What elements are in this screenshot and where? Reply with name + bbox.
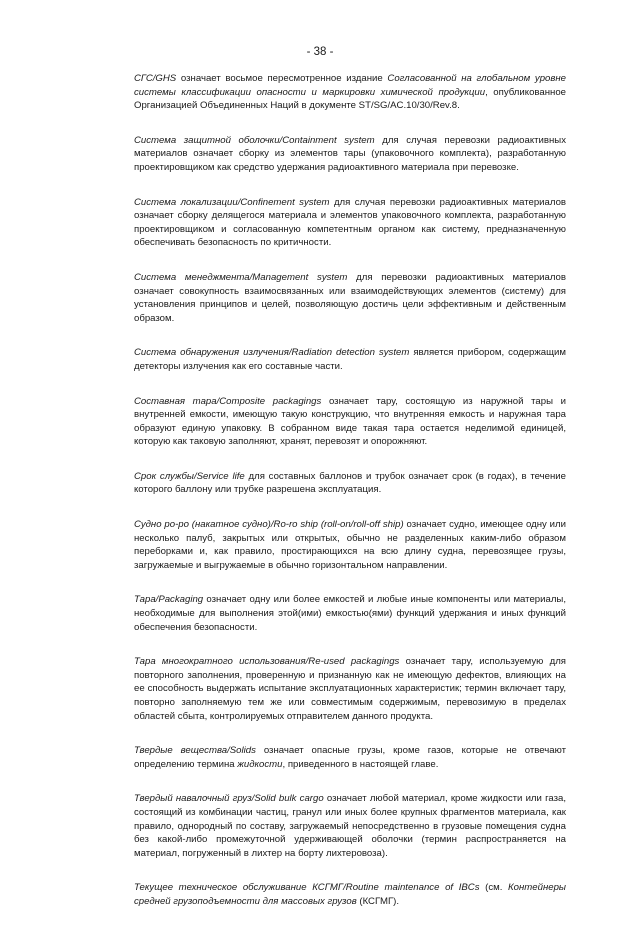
definition-text: (см. [479, 882, 509, 894]
defined-term: СГС/GHS [134, 73, 177, 84]
definition-text: означает опасные грузы, кроме газов, которые не отвечают определению термина [134, 745, 566, 770]
defined-term: Система локализации/Confinement system [134, 196, 330, 208]
definition-paragraph [134, 196, 566, 250]
definition-text: означает восьмое пересмотренное издание [176, 73, 388, 84]
definition-text: , приведенного в настоящей главе. [282, 758, 439, 770]
definition-text: для составных баллонов и трубок означает срок (в годах), в течение которого баллону или трубке разрешена эксплуатация. [134, 470, 566, 496]
definition-paragraph [134, 395, 566, 449]
defined-term: Система защитной оболочки/Containment system [134, 134, 375, 146]
defined-term: Контейнеры средней грузоподъемности для массовых грузов [134, 882, 566, 907]
definition-text: (КСГМГ). [356, 895, 400, 907]
defined-term: Текущее техническое обслуживание КСГМГ/Routine maintenance of IBCs [134, 882, 480, 894]
definition-paragraph [134, 72, 566, 113]
definition-paragraph [134, 792, 566, 860]
defined-term: Срок службы/Service life [134, 470, 245, 482]
definition-paragraph [134, 744, 566, 771]
defined-term: Составная тара/Composite packagings [134, 395, 322, 407]
definition-text: означает тару, используемую для повторного заполнения, проверенную и признанную как не имеющую дефектов, влияющих на ее способность выдержать испытание эксплуатационных характеристик; термин включает тару, повторно заполняемую тем же или совместимым содержимым, перевозимую в пределах областей сбыта, контролируемых отправителем данного продукта. [134, 656, 566, 722]
definition-paragraph [134, 593, 566, 634]
defined-term: Система менеджмента/Management system [134, 271, 348, 283]
defined-term: Судно ро-ро (накатное судно)/Ro-ro ship (roll-on/roll-off ship) [134, 519, 404, 531]
defined-term: Тара многократного использования/Re-used packagings [134, 656, 400, 668]
definition-text: означает одну или более емкостей и любые иные компоненты или материалы, необходимые для выполнения этой(ими) емкостью(ями) функций удержания и иных функций обеспечения безопасности. [134, 594, 566, 633]
definition-text: означает тару, состоящую из наружной тары и внутренней емкости, имеющую такую конструкцию, что внутренняя емкость и наружная тара образуют единую упаковку. В собранном виде такая тара остается неделимой единицей, которую как таковую заполняют, хранят, перевозят и опорожняют. [134, 395, 567, 448]
definition-text: для перевозки радиоактивных материалов означает совокупность взаимосвязанных или взаимодействующих элементов (систему) для установления принципов и целей, позволяющую достичь цели эффективным и действенным образом. [134, 271, 566, 324]
definition-text: означает любой материал, кроме жидкости или газа, состоящий из комбинации частиц, гранул или иных более крупных фрагментов материала, как правило, однородный по составу, загружаемый непосредственно в грузовые помещения судна без какой-либо промежуточной удерживающей оболочки (термин распространяется на материал, погруженный в лихтер на борту лихтеровоза). [134, 793, 566, 859]
defined-term: жидкости [237, 758, 283, 770]
definition-paragraph [134, 271, 566, 325]
definition-paragraph [134, 518, 566, 572]
definition-text: , опубликованное Организацией Объединенных Наций в документе ST/SG/AC.10/30/Rev.8. [134, 86, 566, 112]
definition-paragraph [134, 346, 566, 373]
definition-text: означает судно, имеющее одну или несколько палуб, закрытых или открытых, обычно не разделенных каким-либо образом переборками и, как правило, простирающихся на всю длину судна, перевозящее грузы, загружаемые и выгружаемые в обычно горизонтальном направлении. [134, 519, 566, 571]
defined-term: Согласованной на глобальном уровне системы классификации опасности и маркировки химической продукции [134, 73, 566, 98]
definition-text: является прибором, содержащим детекторы излучения как его составные части. [134, 347, 566, 372]
definition-paragraph [134, 655, 566, 723]
definition-paragraph [134, 134, 566, 175]
defined-term: Тара/Packaging [134, 594, 204, 606]
document-body [134, 72, 566, 930]
defined-term: Твердый навалочный груз/Solid bulk cargo [134, 793, 324, 805]
definition-text: для случая перевозки радиоактивных материалов означает сборку из элементов тары (упаковочного комплекта), разработанную проектировщиком как средство удержания радиоактивного материала при перевозке. [134, 134, 566, 173]
page-number: - 38 - [306, 46, 334, 58]
defined-term: Система обнаружения излучения/Radiation detection system [134, 347, 410, 359]
definition-paragraph [134, 470, 566, 497]
definition-text: для случая перевозки радиоактивных материалов означает сборку делящегося материала и элементов упаковочного комплекта, разработанную проектировщиком и согласованную компетентным органом как систему, предназначенную обеспечивать безопасность по критичности. [134, 196, 566, 249]
defined-term: Твердые вещества/Solids [134, 745, 256, 757]
definition-paragraph [134, 881, 566, 908]
